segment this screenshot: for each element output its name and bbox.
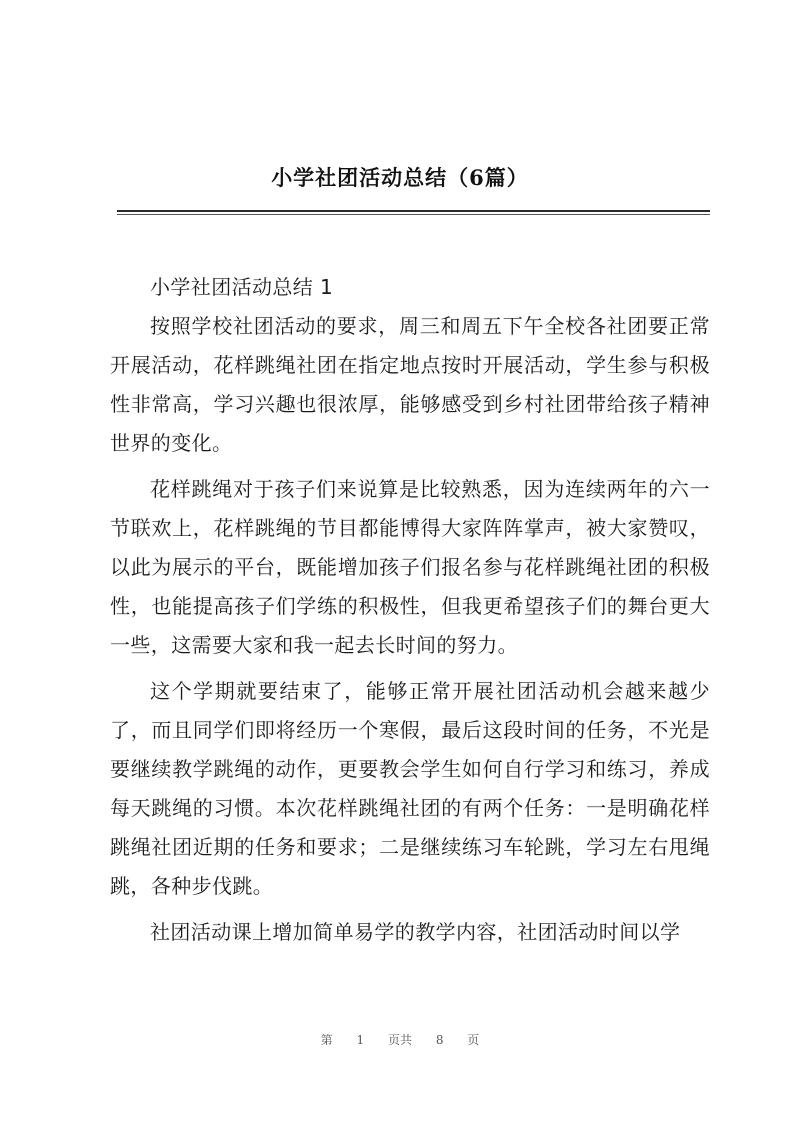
document-body	[110, 268, 710, 959]
paragraph: 这个学期就要结束了，能够正常开展社团活动机会越来越少了，而且同学们即将经历一个寒假，最后这段时间的任务，不光是要继续教学跳绳的动作，更要教会学生如何自行学习和练习，养成每天跳绳的习惯。本次花样跳绳社团的有两个任务：一是明确花样跳绳社团近期的任务和要求；二是继续练习车轮跳，学习左右甩绳跳，各种步伐跳。	[110, 679, 710, 898]
footer-suffix: 页	[467, 1033, 480, 1047]
footer-total-pages: 8	[435, 1033, 444, 1047]
title-divider	[117, 210, 710, 212]
footer-middle: 页共	[387, 1033, 412, 1047]
document-title: 小学社团活动总结（6篇）	[271, 165, 529, 190]
section-heading: 小学社团活动总结 1	[150, 275, 334, 299]
paragraph: 花样跳绳对于孩子们来说算是比较熟悉，因为连续两年的六一节联欢上，花样跳绳的节目都能博得大家阵阵掌声，被大家赞叹，以此为展示的平台，既能增加孩子们报名参与花样跳绳社团的积极性，也能提高孩子们学练的积极性，但我更希望孩子们的舞台更大一些，这需要大家和我一起去长时间的努力。	[110, 477, 710, 657]
paragraph: 按照学校社团活动的要求，周三和周五下午全校各社团要正常开展活动，花样跳绳社团在指定地点按时开展活动，学生参与积极性非常高，学习兴趣也很浓厚，能够感受到乡村社团带给孩子精神世界的变化。	[110, 314, 710, 455]
footer-prefix: 第	[320, 1033, 333, 1047]
title-divider-thin	[117, 214, 710, 215]
footer-current-page: 1	[356, 1033, 365, 1047]
page-footer	[0, 1031, 800, 1048]
paragraph: 社团活动课上增加简单易学的教学内容，社团活动时间以学	[150, 920, 681, 944]
